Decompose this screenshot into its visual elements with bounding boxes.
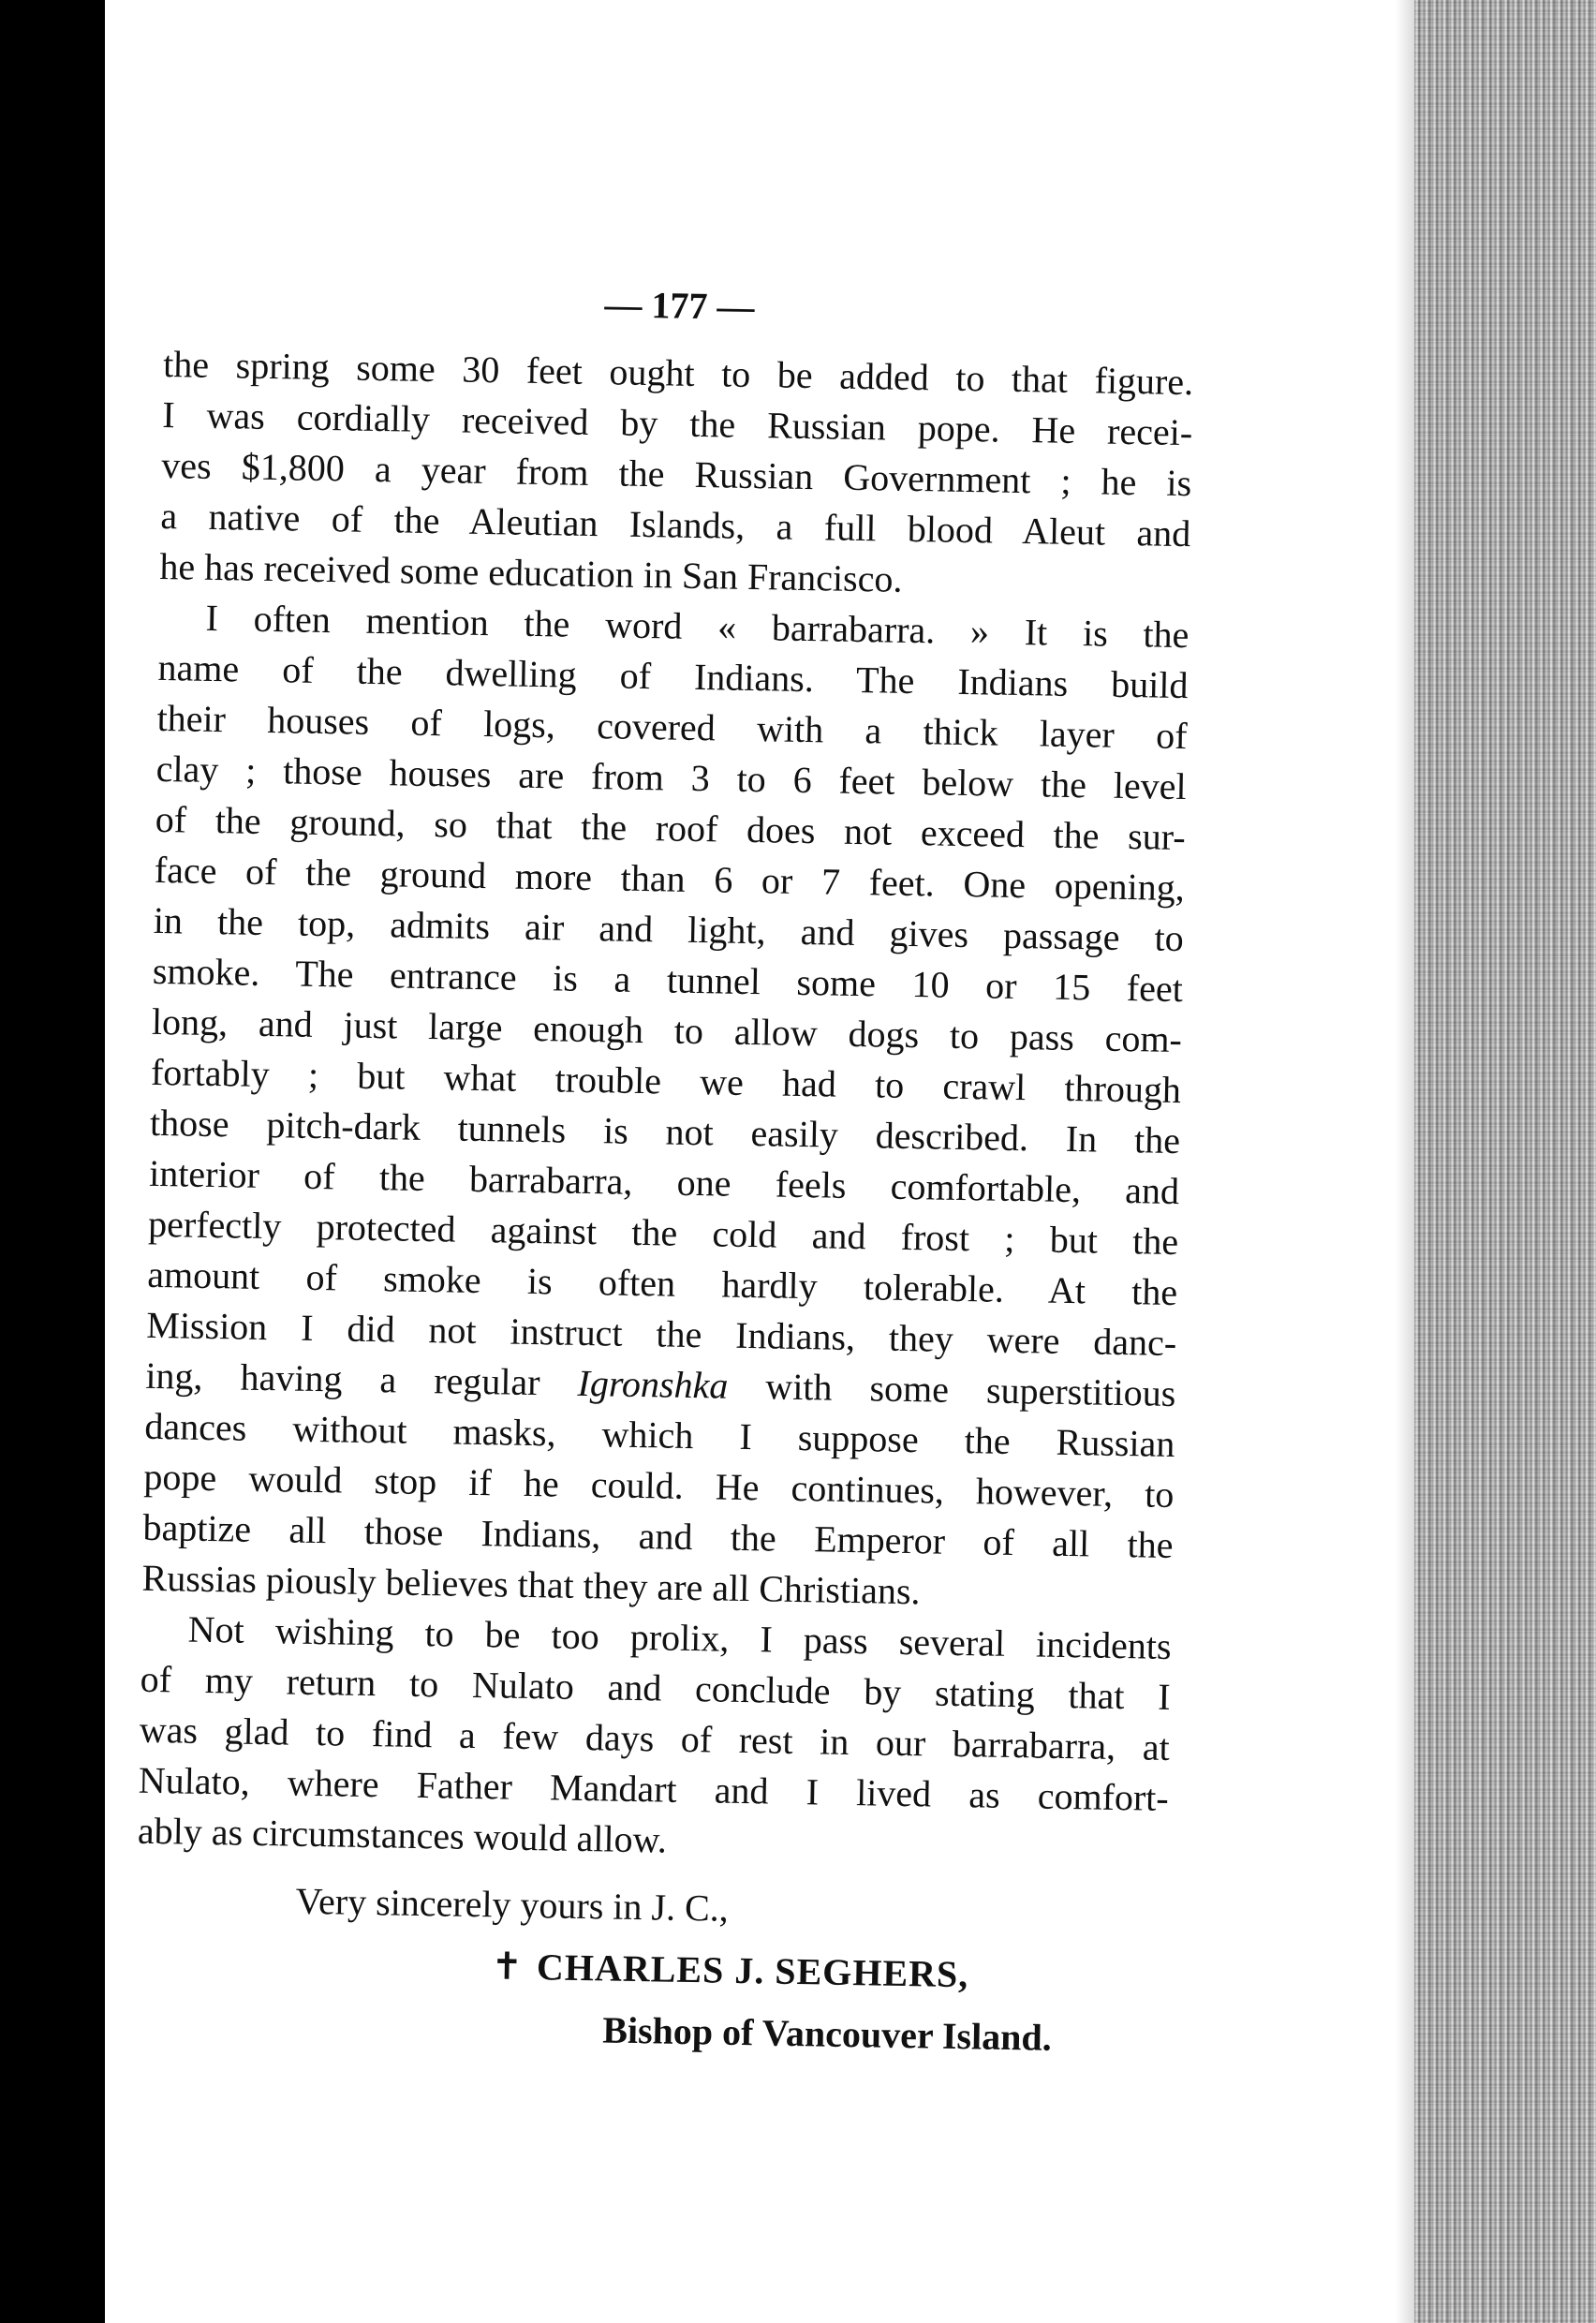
text-line: Not wishing to be too prolix, I pass several incidents (187, 1607, 1172, 1667)
text-line: name of the dwelling of Indians. The Indians build (157, 645, 1189, 707)
text-line: was glad to find a few days of rest in our barrabarra, at (139, 1708, 1171, 1768)
text-line: ves $1,800 a year from the Russian Government ; he is (161, 443, 1192, 505)
text-line: baptize all those Indians, and the Emperor of all the (142, 1505, 1174, 1566)
text-line: Mission I did not instruct the Indians, they were danc- (145, 1303, 1177, 1365)
text-line: I was cordially received by the Russian pope. He recei- (161, 392, 1193, 454)
text-line: perfectly protected against the cold and frost ; but the (147, 1202, 1179, 1264)
scan-left-border (0, 0, 105, 2323)
text-line: Russias piously believes that they are all Christians. (141, 1556, 921, 1613)
text-line: he has received some education in San Francisco. (159, 544, 903, 600)
text-line: long, and just large enough to allow dogs to pass com- (151, 999, 1183, 1061)
text-line: pope would stop if he could. He continues, however, to (143, 1455, 1175, 1516)
paragraph-1 (159, 339, 1194, 610)
text-line: Nulato, where Father Mandart and I lived as comfort- (138, 1758, 1170, 1819)
letter-closing: Very sincerely yours in J. C., (295, 1879, 730, 1930)
text-line: of the ground, so that the roof does not exceed the sur- (155, 797, 1187, 859)
text-line: of my return to Nulato and conclude by stating that I (140, 1657, 1172, 1718)
text-line: amount of smoke is often hardly tolerable. At the (146, 1252, 1178, 1314)
page-text (134, 272, 1195, 2065)
text-line: face of the ground more than 6 or 7 feet. One opening, (154, 848, 1186, 910)
text-line: ably as circumstances would allow. (137, 1809, 668, 1861)
text-line: fortably ; but what trouble we had to crawl through (150, 1050, 1182, 1112)
text-line: interior of the barrabarra, one feels comfortable, and (148, 1151, 1180, 1213)
signature-name: CHARLES J. SEGHERS, (536, 1946, 969, 1996)
page-gutter-shadow (1396, 0, 1416, 2323)
book-page-edges (1414, 0, 1596, 2323)
italic-word: Igronshka (577, 1361, 729, 1407)
cross-icon: ✝ (491, 1945, 525, 1988)
paragraph-3 (137, 1604, 1172, 1874)
page-number: — 177 — (604, 283, 755, 328)
text-line: the spring some 30 feet ought to be added to that figure. (162, 342, 1194, 404)
text-line: those pitch-dark tunnels is not easily described. In the (149, 1101, 1181, 1162)
text-fragment: with some superstitious (727, 1364, 1176, 1415)
text-line: dances without masks, which I suppose the Russian (144, 1404, 1175, 1466)
text-line: a native of the Aleutian Islands, a full blood Aleut and (160, 494, 1191, 555)
paragraph-2 (141, 592, 1190, 1621)
text-line: I often mention the word « barrabarra. » It is the (205, 596, 1190, 657)
text-line: in the top, admits air and light, and gives passage to (153, 898, 1185, 960)
text-line: smoke. The entrance is a tunnel some 10 or 15 feet (152, 949, 1184, 1011)
text-line: clay ; those houses are from 3 to 6 feet below the level (155, 747, 1187, 808)
text-fragment: ing, having a regular (145, 1354, 579, 1404)
signatory-title: Bishop of Vancouver Island. (601, 2008, 1053, 2059)
text-line: their houses of logs, covered with a thick layer of (156, 696, 1188, 758)
